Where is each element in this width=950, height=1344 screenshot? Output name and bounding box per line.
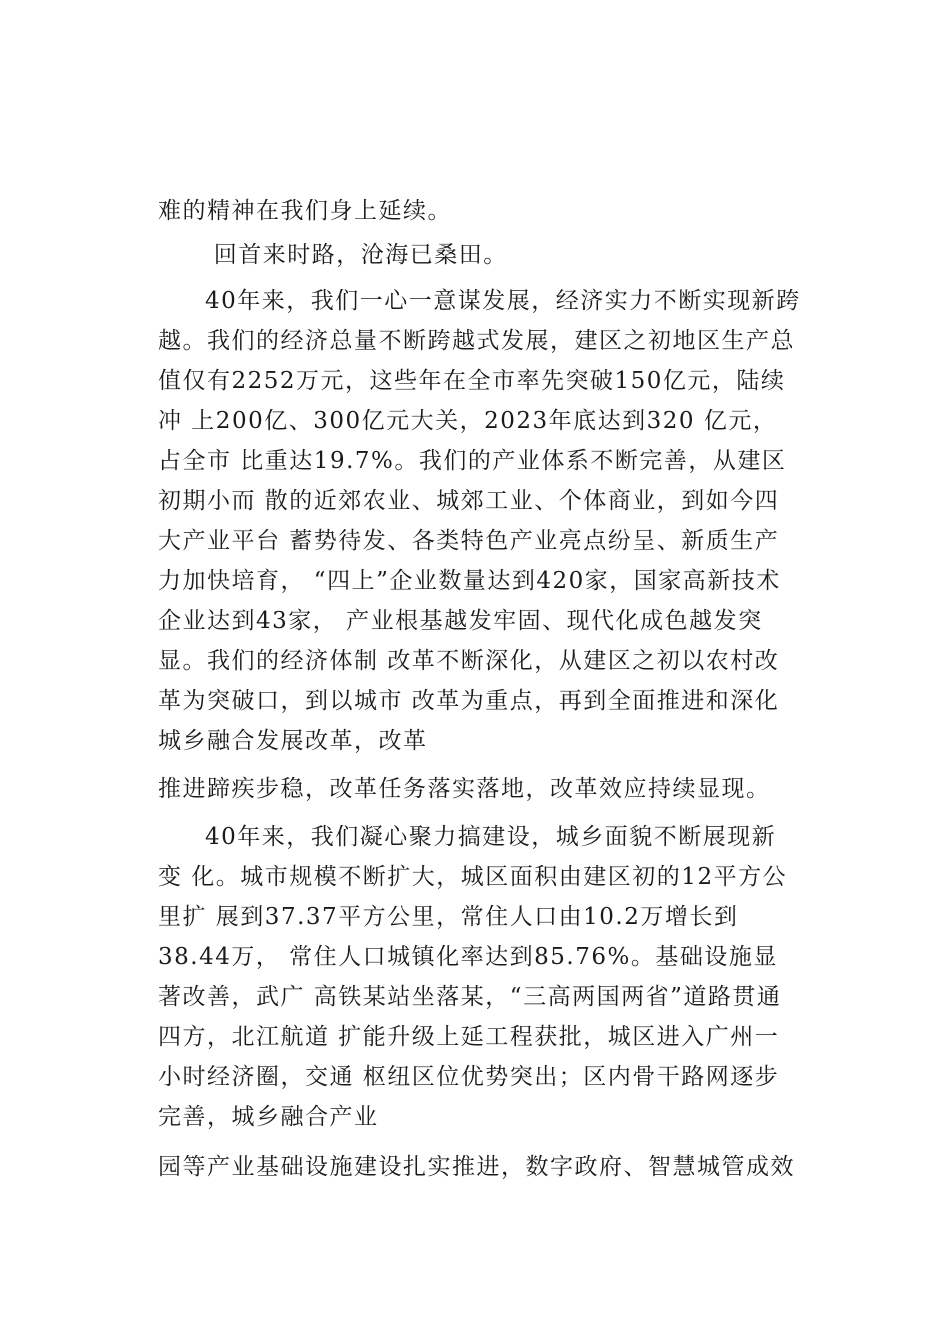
text-line: 初期小而 散的近郊农业、城郊工业、个体商业，到如今四 <box>158 488 780 514</box>
text-line: 显。我们的经济体制 改革不断深化，从建区之初以农村改 <box>158 648 780 674</box>
text-line: 企业达到43家， 产业根基越发牢固、现代化成色越发突 <box>158 608 763 634</box>
text-line: 城乡融合发展改革，改革 <box>158 728 428 754</box>
text-line: 力加快培育， “四上”企业数量达到420家，国家高新技术 <box>158 568 781 594</box>
text-line: 革为突破口，到以城市 改革为重点，再到全面推进和深化 <box>158 688 780 714</box>
text-line: 变 化。城市规模不断扩大，城区面积由建区初的12平方公 <box>158 864 788 890</box>
text-line: 园等产业基础设施建设扎实推进，数字政府、智慧城管成效 <box>158 1154 795 1180</box>
text-line: 越。我们的经济总量不断跨越式发展，建区之初地区生产总 <box>158 328 795 354</box>
text-line: 冲 上200亿、300亿元大关，2023年底达到320 亿元， <box>158 408 778 434</box>
text-line: 难的精神在我们身上延续。 <box>158 198 452 224</box>
text-line: 四方，北江航道 扩能升级上延工程获批，城区进入广州一 <box>158 1024 780 1050</box>
text-line: 38.44万， 常住人口城镇化率达到85.76%。基础设施显 <box>158 944 778 970</box>
text-line: 40年来，我们凝心聚力搞建设，城乡面貌不断展现新 <box>205 824 777 850</box>
text-line: 小时经济圈，交通 枢纽区位优势突出；区内骨干路网逐步 <box>158 1064 780 1090</box>
text-line: 完善，城乡融合产业 <box>158 1104 379 1130</box>
text-line: 推进蹄疾步稳，改革任务落实落地，改革效应持续显现。 <box>158 776 771 802</box>
text-line: 回首来时路，沧海已桑田。 <box>205 242 508 268</box>
text-line: 值仅有2252万元，这些年在全市率先突破150亿元，陆续 <box>158 368 786 394</box>
text-line: 40年来，我们一心一意谋发展，经济实力不断实现新跨 <box>205 288 801 314</box>
text-line: 占全市 比重达19.7%。我们的产业体系不断完善，从建区 <box>158 448 787 474</box>
text-line: 大产业平台 蓄势待发、各类特色产业亮点纷呈、新质生产 <box>158 528 780 554</box>
text-line: 著改善，武广 高铁某站坐落某，“三高两国两省”道路贯通 <box>158 984 782 1010</box>
text-line: 里扩 展到37.37平方公里，常住人口由10.2万增长到 <box>158 904 739 930</box>
